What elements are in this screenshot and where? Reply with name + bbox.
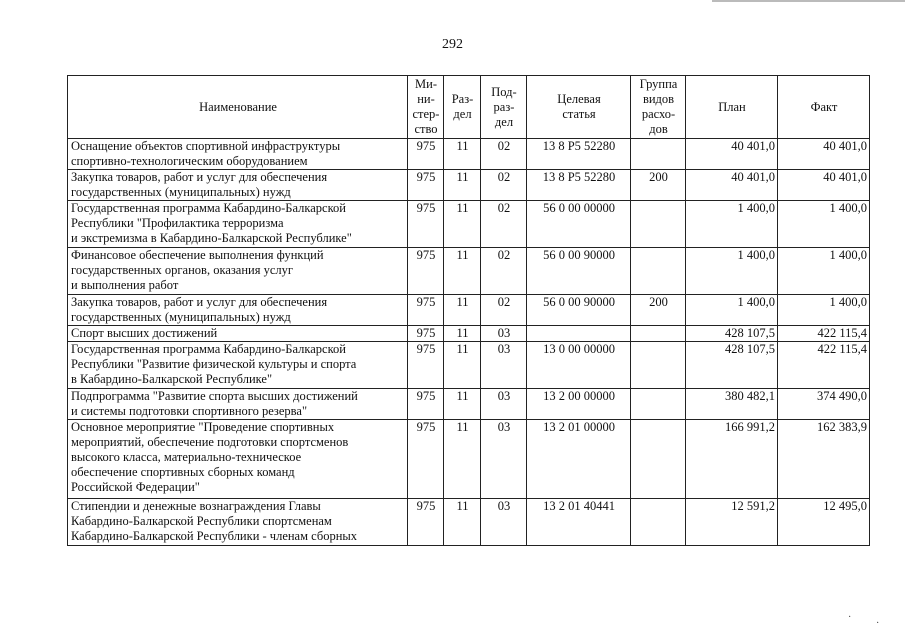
row-subsection: 02 [481,201,527,248]
row-ministry: 975 [408,499,444,546]
table-row [68,326,870,342]
row-target: 13 8 P5 52280 [527,139,631,170]
row-target: 13 2 01 00000 [527,420,631,499]
row-fact: 12 495,0 [778,499,870,546]
row-target: 13 2 00 00000 [527,389,631,420]
row-plan: 380 482,1 [686,389,778,420]
table-row [68,295,870,326]
row-group [631,389,686,420]
row-group [631,326,686,342]
col-header-group: Группа видов расхо- дов [631,76,686,139]
table-row [68,389,870,420]
row-section: 11 [444,342,481,389]
scan-speck: · [876,618,880,629]
row-plan: 1 400,0 [686,201,778,248]
row-fact: 162 383,9 [778,420,870,499]
row-subsection: 03 [481,499,527,546]
row-subsection: 03 [481,342,527,389]
row-plan: 1 400,0 [686,248,778,295]
row-target [527,326,631,342]
top-edge-line [712,0,905,2]
row-section: 11 [444,420,481,499]
col-header-fact: Факт [778,76,870,139]
row-plan: 166 991,2 [686,420,778,499]
row-group [631,342,686,389]
col-header-name: Наименование [68,76,408,139]
row-section: 11 [444,326,481,342]
row-ministry: 975 [408,295,444,326]
row-group [631,499,686,546]
page-number: 292 [442,37,463,52]
row-plan: 1 400,0 [686,295,778,326]
row-subsection: 02 [481,248,527,295]
table-row [68,248,870,295]
row-plan: 428 107,5 [686,342,778,389]
row-plan: 428 107,5 [686,326,778,342]
row-target: 13 0 00 00000 [527,342,631,389]
row-target: 56 0 00 90000 [527,295,631,326]
row-target: 13 2 01 40441 [527,499,631,546]
col-header-plan: План [686,76,778,139]
row-fact: 422 115,4 [778,326,870,342]
row-ministry: 975 [408,389,444,420]
row-section: 11 [444,139,481,170]
row-ministry: 975 [408,342,444,389]
row-fact: 40 401,0 [778,139,870,170]
row-ministry: 975 [408,170,444,201]
row-name: Государственная программа Кабардино-Балкарской Республики "Профилактика терроризма и экстремизма в Кабардино-Балкарской Республике" [68,201,408,248]
row-subsection: 02 [481,139,527,170]
row-section: 11 [444,248,481,295]
row-target: 56 0 00 90000 [527,248,631,295]
col-header-section: Раз- дел [444,76,481,139]
row-group [631,139,686,170]
scan-speck: · [848,612,852,623]
row-fact: 374 490,0 [778,389,870,420]
row-section: 11 [444,389,481,420]
row-section: 11 [444,201,481,248]
row-subsection: 03 [481,420,527,499]
row-name: Основное мероприятие "Проведение спортивных мероприятий, обеспечение подготовки спортсменов высокого класса, материально-техническое обеспечение спортивных сборных команд Российской Федерации" [68,420,408,499]
row-name: Оснащение объектов спортивной инфраструктуры спортивно-технологическим оборудованием [68,139,408,170]
row-ministry: 975 [408,201,444,248]
row-group: 200 [631,295,686,326]
table-row [68,342,870,389]
row-fact: 1 400,0 [778,295,870,326]
row-ministry: 975 [408,420,444,499]
col-header-ministry: Ми- ни- стер- ство [408,76,444,139]
row-group: 200 [631,170,686,201]
row-plan: 40 401,0 [686,139,778,170]
row-subsection: 03 [481,326,527,342]
row-fact: 40 401,0 [778,170,870,201]
row-section: 11 [444,295,481,326]
col-header-subsection: Под- раз- дел [481,76,527,139]
row-group [631,248,686,295]
table-row [68,499,870,546]
table-row [68,201,870,248]
row-plan: 40 401,0 [686,170,778,201]
row-group [631,420,686,499]
col-header-target: Целевая статья [527,76,631,139]
row-name: Государственная программа Кабардино-Балкарской Республики "Развитие физической культуры и спорта в Кабардино-Балкарской Республике" [68,342,408,389]
row-fact: 422 115,4 [778,342,870,389]
row-ministry: 975 [408,326,444,342]
row-section: 11 [444,499,481,546]
row-ministry: 975 [408,139,444,170]
row-name: Стипендии и денежные вознаграждения Главы Кабардино-Балкарской Республики спортсменам Кабардино-Балкарской Республики - членам сборных [68,499,408,546]
row-subsection: 02 [481,170,527,201]
table-row [68,420,870,499]
table-row [68,139,870,170]
row-name: Закупка товаров, работ и услуг для обеспечения государственных (муниципальных) нужд [68,170,408,201]
row-name: Подпрограмма "Развитие спорта высших достижений и системы подготовки спортивного резерва" [68,389,408,420]
row-target: 56 0 00 00000 [527,201,631,248]
row-ministry: 975 [408,248,444,295]
row-name: Финансовое обеспечение выполнения функций государственных органов, оказания услуг и выполнения работ [68,248,408,295]
row-section: 11 [444,170,481,201]
table-row [68,170,870,201]
row-group [631,201,686,248]
row-fact: 1 400,0 [778,248,870,295]
row-name: Спорт высших достижений [68,326,408,342]
budget-table [67,75,870,546]
row-name: Закупка товаров, работ и услуг для обеспечения государственных (муниципальных) нужд [68,295,408,326]
row-subsection: 03 [481,389,527,420]
row-plan: 12 591,2 [686,499,778,546]
row-target: 13 8 P5 52280 [527,170,631,201]
header-row [68,76,870,139]
row-fact: 1 400,0 [778,201,870,248]
row-subsection: 02 [481,295,527,326]
